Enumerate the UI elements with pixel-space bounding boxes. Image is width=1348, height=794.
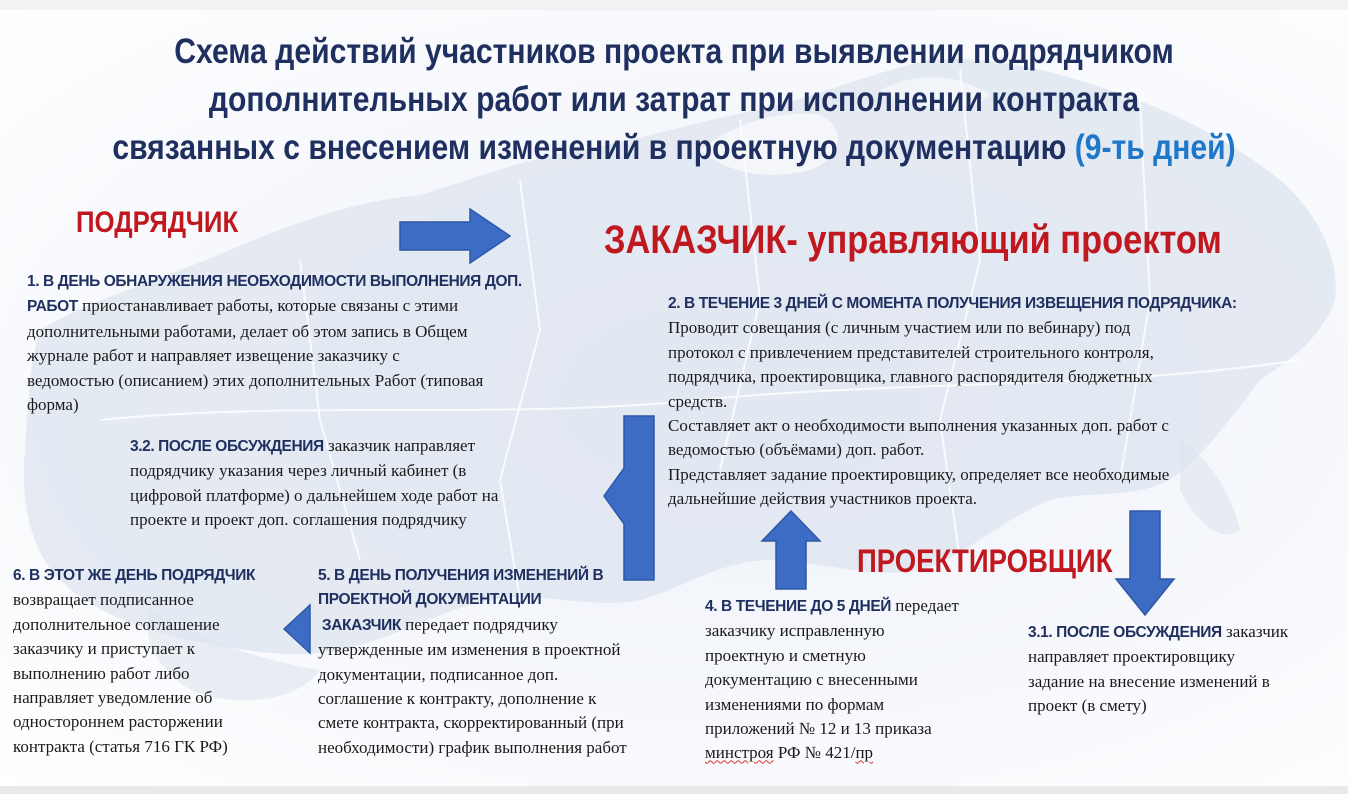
step-3-1-text-1: заказчик <box>1221 622 1289 641</box>
step-5-text-2: утвержденные им изменения в проектной <box>318 640 621 660</box>
step-1-text-2: дополнительными работами, делает об этом запись в Общем <box>27 321 468 341</box>
step-1-text-4: ведомостью (описанием) этих дополнительных Работ (типовая <box>27 370 484 390</box>
step-6-text-6: одностороннем расторжении <box>13 712 223 732</box>
step-5-text-6: необходимости) график выполнения работ <box>318 737 627 757</box>
step-6-text-3: заказчику и приступает к <box>13 639 196 659</box>
step-2-text-2: протокол с привлечением представителей строительного контроля, <box>668 342 1154 362</box>
step-2-text-3: подрядчика, проектировщика, главного распорядителя бюджетных <box>668 367 1153 387</box>
step-4-line-1 <box>705 594 995 619</box>
arrow-right-icon <box>398 207 512 265</box>
step-2-text-6: ведомостью (объёмами) доп. работ. <box>668 440 925 460</box>
arrow-left-icon <box>282 603 312 655</box>
customer-heading: ЗАКАЗЧИК- управляющий проектом <box>604 218 1222 262</box>
step-4-text-7c: пр <box>855 743 874 763</box>
step-1-block <box>27 270 587 417</box>
step-6-text-5: направляет уведомление об <box>13 688 213 708</box>
step-6-block <box>13 564 283 759</box>
step-1-text-3: журнале работ и направляет извещение заказчику с <box>27 346 400 366</box>
designer-heading: ПРОЕКТИРОВЩИК <box>857 543 1113 579</box>
title-line-2: дополнительных работ или затрат при исполнении контракта <box>208 80 1140 119</box>
contractor-heading: ПОДРЯДЧИК <box>76 206 239 239</box>
step-3-1-block <box>1028 620 1328 719</box>
step-4-text-6: приложений № 12 и 13 приказа <box>705 719 932 739</box>
step-2-block <box>668 292 1288 512</box>
step-3-1-text-3: задание на внесение изменений в <box>1028 671 1270 691</box>
arrow-down-left-icon <box>602 414 658 582</box>
step-4-text-2: заказчику исправленную <box>705 621 885 641</box>
step-4-line-7 <box>705 741 995 765</box>
step-2-text-8: дальнейшие действия участников проекта. <box>668 489 978 509</box>
step-3-2-lead: 3.2. ПОСЛЕ ОБСУЖДЕНИЯ <box>130 438 324 455</box>
step-2-text-1: Проводит совещания (с личным участием или по вебинару) под <box>668 318 1131 338</box>
step-3-2-line-1 <box>130 434 580 459</box>
step-2-text-5: Составляет акт о необходимости выполнения указанных доп. работ с <box>668 416 1169 436</box>
step-3-2-text-4: проекте и проект доп. соглашения подрядчику <box>130 510 467 530</box>
step-4-lead: 4. В ТЕЧЕНИЕ ДО 5 ДНЕЙ <box>705 598 891 615</box>
step-6-text-2: дополнительное соглашение <box>13 614 220 634</box>
step-2-lead: 2. В ТЕЧЕНИЕ 3 ДНЕЙ С МОМЕНТА ПОЛУЧЕНИЯ ИЗВЕЩЕНИЯ ПОДРЯДЧИКА: <box>668 295 1237 312</box>
step-4-text-1: передает <box>891 596 959 615</box>
step-1-line-1 <box>27 294 587 319</box>
step-5-line-3 <box>318 613 698 638</box>
step-2-text-7: Представляет задание проектировщику, определяет все необходимые <box>668 464 1170 484</box>
step-5-lead-1: 5. В ДЕНЬ ПОЛУЧЕНИЯ ИЗМЕНЕНИЙ В <box>318 567 604 584</box>
arrow-down-icon <box>1114 509 1176 617</box>
step-4-text-7b: РФ № 421/ <box>773 743 856 763</box>
step-2-text-4: средств. <box>668 391 728 411</box>
title-line-3-text: связанных с внесением изменений в проектную документацию <box>112 128 1075 167</box>
step-6-text-7: контракта (статья 716 ГК РФ) <box>13 736 228 756</box>
step-6-text-4: выполнению работ либо <box>13 663 190 683</box>
step-3-1-text-4: проект (в смету) <box>1028 696 1147 716</box>
step-5-text-4: соглашение к контракту, дополнение к <box>318 689 597 709</box>
step-5-block <box>318 564 698 760</box>
step-3-2-text-3: цифровой платформе) о дальнейшем ходе работ на <box>130 485 499 505</box>
title-line-1: Схема действий участников проекта при выявлении подрядчиком <box>174 32 1174 71</box>
step-4-block <box>705 594 995 766</box>
step-1-text-1: приостанавливает работы, которые связаны с этими <box>77 296 459 316</box>
step-3-2-block <box>130 434 580 533</box>
title-days-badge: (9-ть дней) <box>1074 128 1236 167</box>
step-4-text-7a: минстроя <box>705 743 774 763</box>
step-6-lead: 6. В ЭТОТ ЖЕ ДЕНЬ ПОДРЯДЧИК <box>13 567 256 584</box>
step-4-text-4: документацию с внесенными <box>705 670 918 690</box>
step-3-2-text-2: подрядчику указания через личный кабинет (в <box>130 461 467 481</box>
page-title <box>94 28 1253 172</box>
step-3-1-line-1 <box>1028 620 1328 645</box>
step-3-1-lead: 3.1. ПОСЛЕ ОБСУЖДЕНИЯ <box>1028 624 1222 641</box>
step-3-1-text-2: направляет проектировщику <box>1028 647 1236 667</box>
step-4-text-5: изменениями по формам <box>705 694 885 714</box>
step-5-lead-3: ЗАКАЗЧИК <box>318 616 401 634</box>
step-5-text-3: документации, подписанное доп. <box>318 664 559 684</box>
step-1-text-5: форма) <box>27 395 79 415</box>
bottom-border <box>0 786 1348 794</box>
step-1-lead-line-1: 1. В ДЕНЬ ОБНАРУЖЕНИЯ НЕОБХОДИМОСТИ ВЫПОЛНЕНИЯ ДОП. <box>27 273 522 290</box>
arrow-up-icon <box>760 509 822 591</box>
step-5-lead-2: ПРОЕКТНОЙ ДОКУМЕНТАЦИИ <box>318 591 542 609</box>
step-6-text-1: возвращает подписанное <box>13 590 194 610</box>
title-line-3 <box>94 124 1253 172</box>
step-5-text-1: передает подрядчику <box>400 614 558 634</box>
step-1-lead-line-2: РАБОТ <box>27 298 78 316</box>
step-3-2-text-1: заказчик направляет <box>323 436 476 455</box>
step-5-text-5: смете контракта, скорректированный (при <box>318 713 624 733</box>
step-4-text-3: проектную и сметную <box>705 645 866 665</box>
